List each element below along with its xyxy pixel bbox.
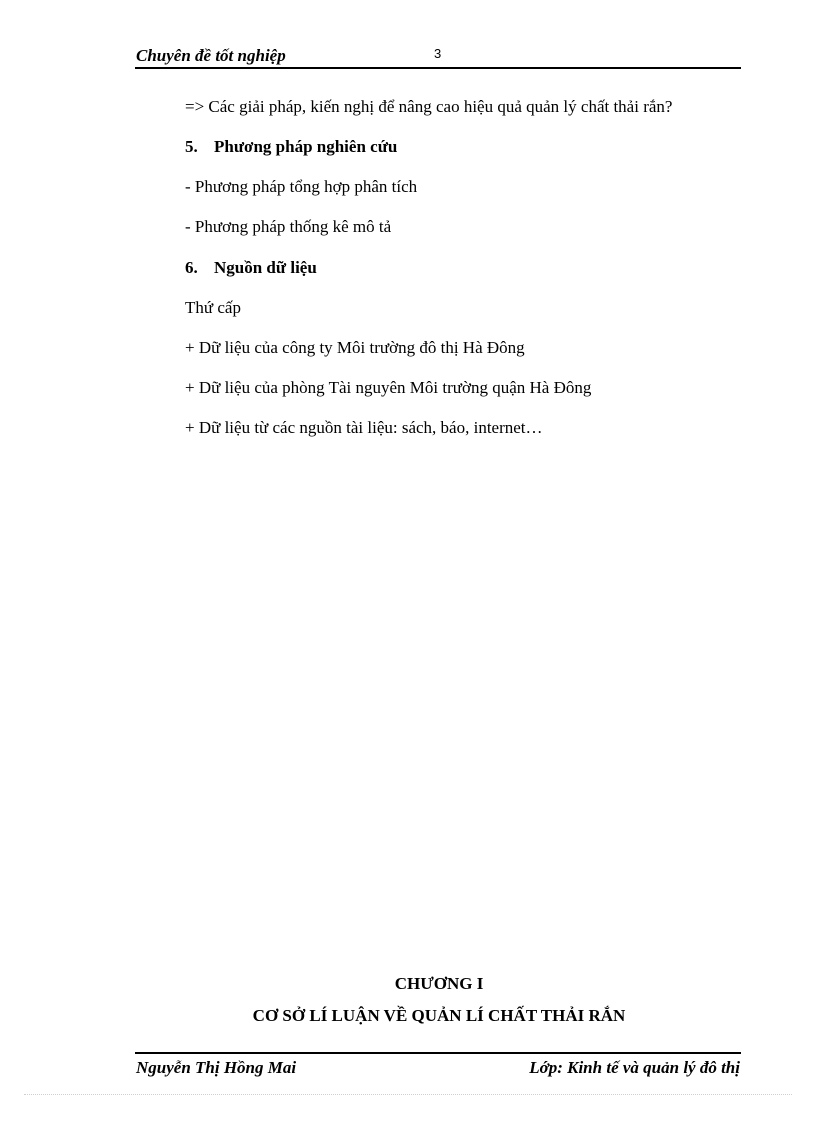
method-item: - Phương pháp thống kê mô tả <box>185 217 392 236</box>
chapter-title: CƠ SỞ LÍ LUẬN VỀ QUẢN LÍ CHẤT THẢI RẮN <box>252 1006 626 1025</box>
source-type: Thứ cấp <box>185 298 241 317</box>
header-title: Chuyên đề tốt nghiệp <box>136 46 286 65</box>
section-5-number: 5. <box>185 137 198 156</box>
footer-class: Lớp: Kinh tế và quản lý đô thị <box>529 1058 740 1077</box>
section-5-title: Phương pháp nghiên cứu <box>214 137 398 156</box>
conclusion-line: => Các giải pháp, kiến nghị để nâng cao hiệu quả quản lý chất thải rắn? <box>185 97 673 116</box>
method-item: - Phương pháp tổng hợp phân tích <box>185 177 418 196</box>
source-item: + Dữ liệu của phòng Tài nguyên Môi trường quận Hà Đông <box>185 378 592 397</box>
section-6-number: 6. <box>185 258 198 277</box>
chapter-label: CHƯƠNG I <box>394 974 484 993</box>
section-6-heading <box>185 258 317 278</box>
footer-author: Nguyễn Thị Hồng Mai <box>136 1058 297 1077</box>
source-item: + Dữ liệu của công ty Môi trường đô thị Hà Đông <box>185 338 525 357</box>
section-5-heading <box>185 137 397 157</box>
page-number: 3 <box>434 46 442 61</box>
footer-divider <box>135 1052 741 1054</box>
source-item: + Dữ liệu từ các nguồn tài liệu: sách, báo, internet… <box>185 418 543 437</box>
header-divider <box>135 67 741 69</box>
section-6-title: Nguồn dữ liệu <box>214 258 317 277</box>
page-bottom-border <box>24 1094 792 1095</box>
